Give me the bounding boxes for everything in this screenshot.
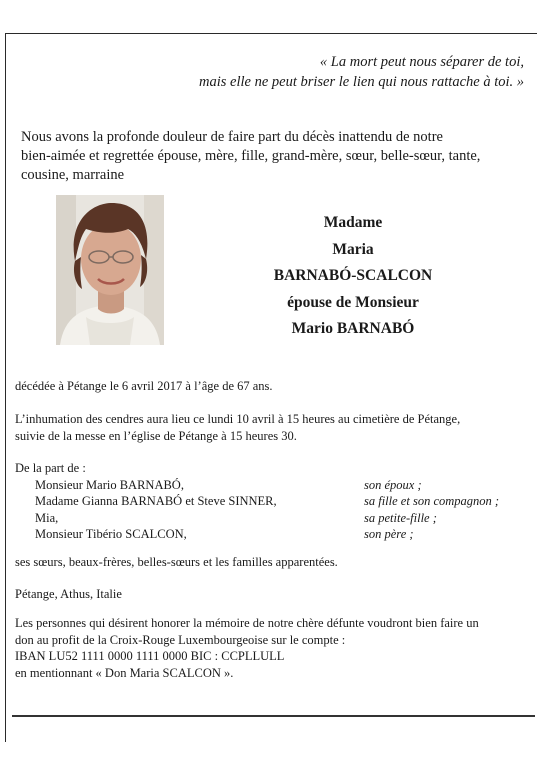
funeral-line-1: L’inhumation des cendres aura lieu ce lundi 10 avril à 15 heures au cimetière de Pétange, bbox=[15, 412, 461, 426]
family-member-name: Madame Gianna BARNABÓ et Steve SINNER, bbox=[35, 494, 277, 508]
death-notice: décédée à Pétange le 6 avril 2017 à l’âge de 67 ans. bbox=[15, 379, 273, 393]
intro-line-2: bien-aimée et regrettée épouse, mère, fille, grand-mère, sœur, belle-sœur, tante, bbox=[21, 148, 481, 164]
deceased-name-block bbox=[208, 210, 498, 343]
family-member-relation: sa petite-fille ; bbox=[364, 510, 437, 525]
donation-line-2: don au profit de la Croix-Rouge Luxembourgeoise sur le compte : bbox=[15, 632, 346, 647]
family-member-row bbox=[15, 477, 535, 494]
donation-line-1: Les personnes qui désirent honorer la mémoire de notre chère défunte voudront bien faire un bbox=[15, 616, 479, 630]
family-member-relation: son père ; bbox=[364, 527, 414, 541]
deceased-first-name: Maria bbox=[332, 240, 374, 258]
deceased-title: Madame bbox=[323, 214, 383, 231]
intro-line-1: Nous avons la profonde douleur de faire part du décès inattendu de notre bbox=[21, 129, 443, 145]
funeral-details bbox=[15, 411, 535, 444]
family-member-name: Mia, bbox=[35, 510, 59, 525]
funeral-line-2: suivie de la messe en l’église de Pétange à 15 heures 30. bbox=[15, 428, 297, 443]
donation-line-4: en mentionnant « Don Maria SCALCON ». bbox=[15, 665, 234, 680]
family-member-row bbox=[15, 510, 535, 527]
portrait-illustration bbox=[56, 195, 164, 345]
family-member-name: Monsieur Mario BARNABÓ, bbox=[35, 477, 184, 492]
epitaph-quote bbox=[124, 52, 524, 92]
family-member-relation: son époux ; bbox=[364, 477, 422, 492]
family-member-row bbox=[15, 493, 535, 510]
intro-paragraph bbox=[21, 128, 531, 185]
places-line: Pétange, Athus, Italie bbox=[15, 587, 122, 601]
portrait-photo bbox=[56, 195, 164, 345]
donation-paragraph bbox=[15, 615, 535, 681]
deceased-surname: BARNABÓ-SCALCON bbox=[273, 267, 433, 284]
spouse-name: Mario BARNABÓ bbox=[291, 320, 415, 337]
family-member-name: Monsieur Tibério SCALCON, bbox=[35, 527, 187, 541]
relatives-line: ses sœurs, beaux-frères, belles-sœurs et les familles apparentées. bbox=[15, 555, 338, 569]
spouse-label: épouse de Monsieur bbox=[287, 293, 419, 311]
quote-line-2: mais elle ne peut briser le lien qui nous rattache à toi. » bbox=[199, 74, 524, 90]
family-list bbox=[15, 460, 535, 543]
intro-line-3: cousine, marraine bbox=[21, 167, 125, 183]
quote-line-1: « La mort peut nous séparer de toi, bbox=[319, 54, 524, 70]
family-member-relation: sa fille et son compagnon ; bbox=[364, 494, 500, 508]
donation-iban: IBAN LU52 1111 0000 1111 0000 BIC : CCPLLULL bbox=[15, 649, 285, 663]
family-heading: De la part de : bbox=[15, 461, 86, 475]
bottom-divider bbox=[12, 715, 535, 717]
family-member-row bbox=[15, 526, 535, 543]
